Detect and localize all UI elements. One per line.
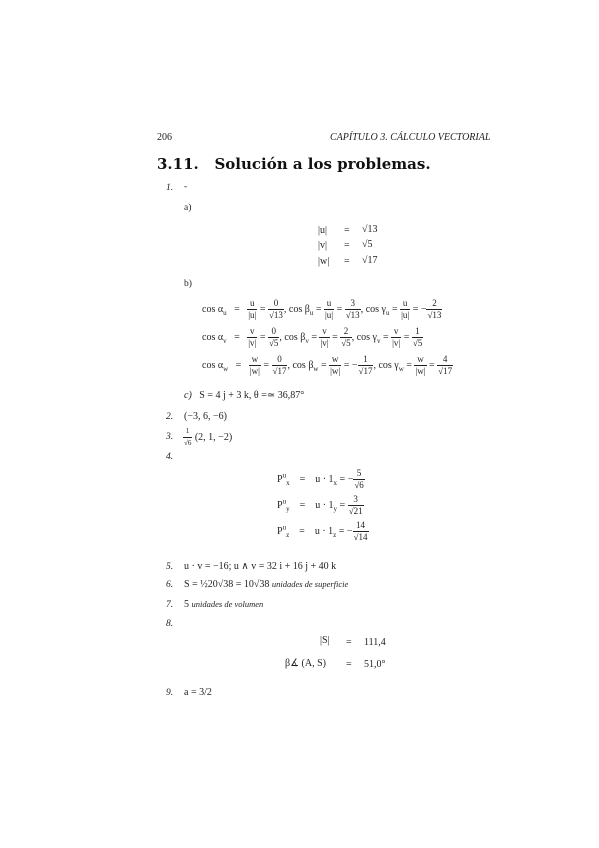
eq-sign: = — [346, 637, 352, 648]
problem-3-answer: $\frac{1}{√6}$ (2, 1, −2) — [184, 427, 233, 447]
part-b-label: b) — [184, 279, 192, 289]
problem-8-number: 8. — [166, 619, 174, 629]
eq-sign: = — [344, 256, 350, 267]
magnitude-v: |v| — [318, 240, 328, 251]
projection-x: $P^u_x$ = $u \cdot 1_x$ = − $\frac{5}{√6}$ — [277, 468, 364, 490]
problem-2-number: 2. — [166, 412, 174, 422]
magnitude-v-value: √5 — [362, 239, 373, 250]
problem-9-answer: a = 3/2 — [184, 687, 212, 698]
dircos-row-w: $\cos \alpha_w$ = $\frac{w}{|w|}$ = $\frac{0}{√17}$ , $\cos \beta_w$ = $\frac{w}{|w|}$ = − $\frac{1}{√17}$ , $\cos \gamma_w$ = $\frac{w}{|w|}$ = $\frac{4}{√17}$ — [202, 354, 453, 376]
magnitude-u: |u| — [318, 225, 328, 236]
eq-sign: = — [344, 225, 350, 236]
problem-3-number: 3. — [166, 432, 174, 442]
running-header: CAPÍTULO 3. CÁLCULO VECTORIAL — [330, 132, 491, 143]
magnitude-w: |w| — [318, 256, 330, 267]
problem-7-answer: 5 unidades de volumen — [184, 599, 264, 610]
problem-6-number: 6. — [166, 580, 174, 590]
problem-4-number: 4. — [166, 452, 174, 462]
problem-5-number: 5. — [166, 562, 174, 572]
section-heading — [157, 155, 431, 173]
magnitude-w-value: √17 — [362, 255, 378, 266]
eq-sign: = — [344, 240, 350, 251]
problem-1-number: 1. — [166, 183, 174, 193]
magnitude-u-value: √13 — [362, 224, 378, 235]
problem-7-number: 7. — [166, 600, 174, 610]
magnitude-S-value: 111,4 — [364, 637, 386, 648]
problem-1-dash: - — [184, 182, 188, 192]
projection-y: $P^u_y$ = $u \cdot 1_y$ = $\frac{3}{√21}$ — [277, 494, 363, 516]
section-title: Solución a los problemas. — [214, 155, 431, 173]
problem-6-answer: S = ½20√38 = 10√38 unidades de superficie — [184, 579, 349, 590]
problem-2-answer: (−3, 6, −6) — [184, 411, 227, 422]
angle-value: 51,0° — [364, 659, 386, 670]
eq-sign: = — [346, 659, 352, 670]
angle-A-S: β∡ (A, S) — [285, 658, 326, 669]
magnitude-S: |S| — [320, 635, 330, 646]
problem-9-number: 9. — [166, 688, 174, 698]
dircos-row-v: $\cos \alpha_v$ = $\frac{v}{|v|}$ = $\frac{0}{√5}$ , $\cos \beta_v$ = $\frac{v}{|v|}$ = $\frac{2}{√5}$ , $\cos \gamma_v$ = $\frac{v}{|v|}$ = $\frac{1}{√5}$ — [202, 326, 423, 348]
projection-z: $P^u_z$ = $u \cdot 1_z$ = − $\frac{14}{√14}$ — [277, 520, 368, 542]
problem-5-answer: u · v = −16; u ∧ v = 32 i + 16 j + 40 k — [184, 561, 337, 572]
part-c: c) S = 4 j + 3 k, θ =≃ 36,87° — [184, 390, 305, 401]
section-number: 3.11. — [157, 155, 199, 173]
dircos-row-u: $\cos \alpha_u$ = $\frac{u}{|u|}$ = $\frac{0}{√13}$ , $\cos \beta_u$ = $\frac{u}{|u|}$ = $\frac{3}{√13}$ , $\cos \gamma_u$ = $\frac{u}{|u|}$ = − $\frac{2}{√13}$ — [202, 298, 442, 320]
page-number: 206 — [157, 132, 172, 143]
part-a-label: a) — [184, 203, 192, 213]
